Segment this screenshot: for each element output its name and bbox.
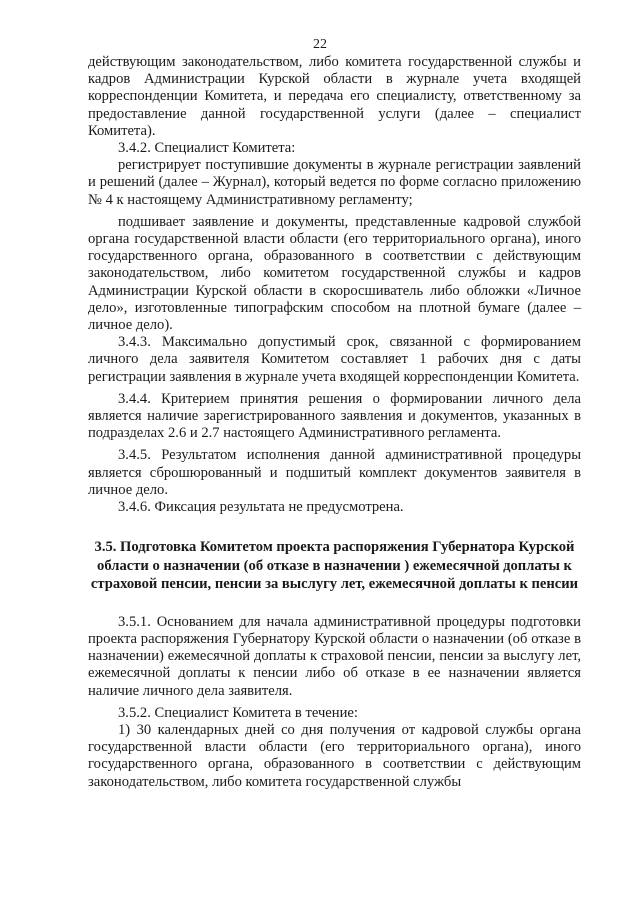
paragraph-3-4-2-title: 3.4.2. Специалист Комитета: <box>118 140 296 157</box>
paragraph-intro: действующим законодательством, либо комитета государственной службы и кадров Администрации Курской области в журнале учета входящей корреспонденции Комитета, и передача его специалисту, ответственному за предоставление данной государственной услуги (далее – специалист Комитета). <box>88 54 581 139</box>
page-number: 22 <box>313 37 327 52</box>
paragraph-3-5-1: 3.5.1. Основанием для начала административной процедуры подготовки проекта распоряжения Губернатору Курской области о назначении (об отказе в назначении) ежемесячной доплаты к страховой пенсии, пенсии за выслугу лет, ежемесячной доплаты к пенсии либо об отказе в ее назначении является наличие личного дела заявителя. <box>88 613 581 699</box>
paragraph-3-5-2-item-1: 1) 30 календарных дней со дня получения от кадровой службы органа государственной власти области (его территориального органа), иного государственного органа, образованного в соответствии с действующим законодательством, либо комитета государственной службы <box>88 722 581 790</box>
paragraph-3-4-5: 3.4.5. Результатом исполнения данной административной процедуры является сброшюрованный и подшитый комплект документов заявителя в личное дело. <box>88 447 581 498</box>
paragraph-3-4-2-register: регистрирует поступившие документы в журнале регистрации заявлений и решений (далее – Журнал), который ведется по форме согласно приложению № 4 к настоящему Административному регламенту; <box>88 157 581 208</box>
paragraph-3-5-2-title: 3.5.2. Специалист Комитета в течение: <box>118 704 358 721</box>
paragraph-3-4-6: 3.4.6. Фиксация результата не предусмотрена. <box>118 499 404 516</box>
paragraph-3-4-4: 3.4.4. Критерием принятия решения о формировании личного дела является наличие зарегистрированного заявления и документов, указанных в подразделах 2.6 и 2.7 настоящего Административного регламента. <box>88 390 581 442</box>
document-body <box>88 54 581 791</box>
paragraph-3-4-2-file: подшивает заявление и документы, представленные кадровой службой органа государственной власти области (его территориального органа), иного государственного органа, образованного в соответствии с действующим законодательством, либо комитетом государственной службы и кадров Администрации Курской области в скоросшиватель либо обложки «Личное дело», изготовленные типографским способом на плотной бумаге (далее – личное дело). <box>88 213 581 334</box>
section-heading-3-5: 3.5. Подготовка Комитетом проекта распоряжения Губернатора Курской области о назначении (об отказе в назначении ) ежемесячной доплаты к страховой пенсии, пенсии за выслугу лет, ежемесячной доплаты к пенсии <box>90 539 579 593</box>
paragraph-3-4-3: 3.4.3. Максимально допустимый срок, связанной с формированием личного дела заявителя Комитетом составляет 1 рабочих дня с даты регистрации заявления в журнале учета входящей корреспонденции Комитета. <box>88 334 581 385</box>
